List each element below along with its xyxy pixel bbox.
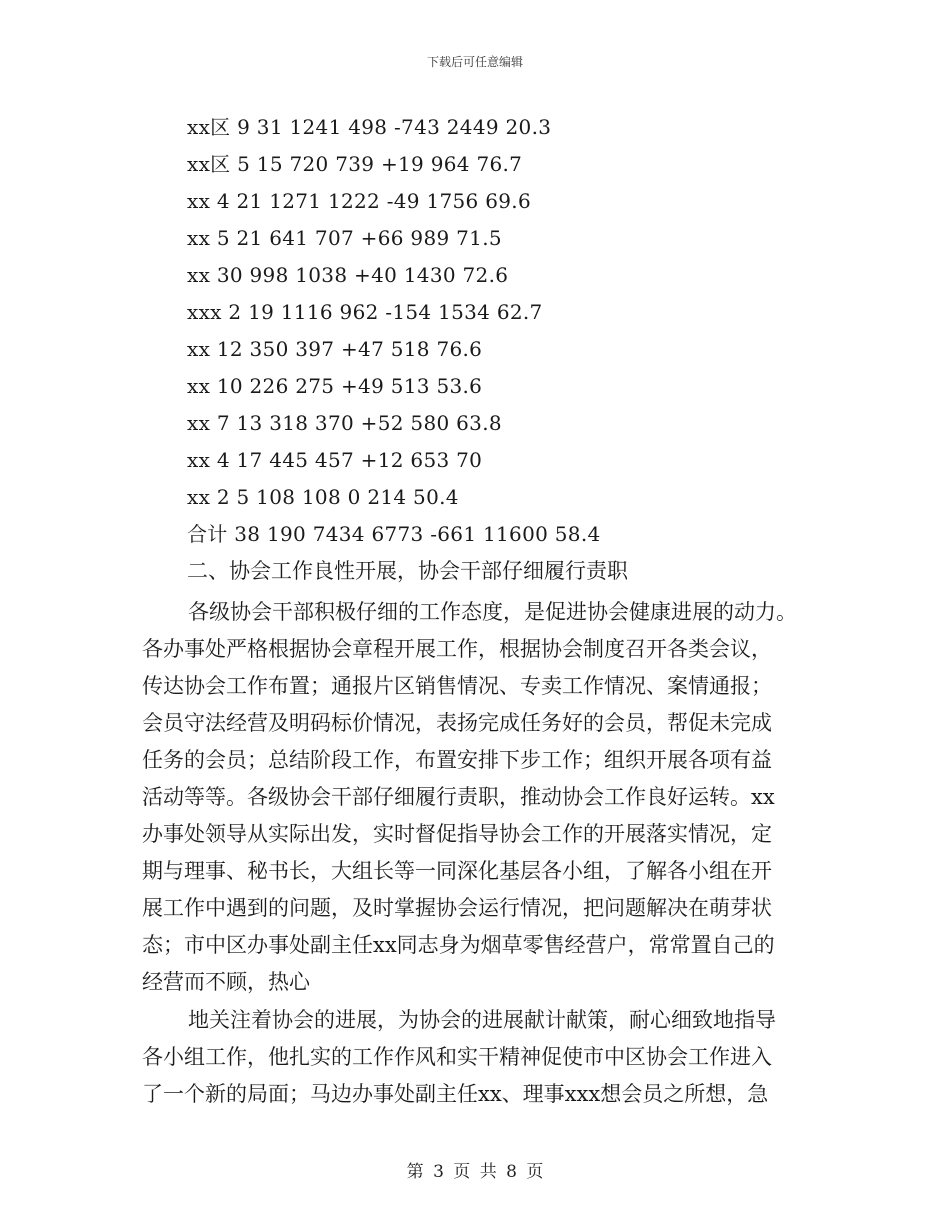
table-row: xx 4 21 1271 1222 -49 1756 69.6 [187, 189, 531, 213]
table-row: xx 12 350 397 +47 518 76.6 [187, 337, 483, 361]
table-row: xx 10 226 275 +49 513 53.6 [187, 374, 483, 398]
statistics-rows [187, 113, 887, 594]
table-row: xx 5 21 641 707 +66 989 71.5 [187, 226, 502, 250]
paragraph-line: 经营而不顾，热心 [142, 970, 310, 994]
paragraph-line: 各级协会干部积极仔细的工作态度，是促进协会健康进展的动力。 [188, 600, 797, 624]
table-row: xx区 9 31 1241 498 -743 2449 20.3 [187, 115, 552, 139]
table-row: xx 4 17 445 457 +12 653 70 [187, 448, 483, 472]
table-total-row: 合计 38 190 7434 6773 -661 11600 58.4 [187, 522, 601, 546]
section-heading: 二、协会工作良性开展，协会干部仔细履行责职 [187, 559, 628, 583]
paragraph-line: 任务的会员；总结阶段工作，布置安排下步工作；组织开展各项有益 [142, 748, 772, 772]
paragraph-line: 各小组工作，他扎实的工作作风和实干精神促使市中区协会工作进入 [142, 1045, 772, 1069]
table-row: xx区 5 15 720 739 +19 964 76.7 [187, 152, 523, 176]
paragraph-line: 传达协会工作布置；通报片区销售情况、专卖工作情况、案情通报； [142, 674, 772, 698]
paragraph-line: 地关注着协会的进展，为协会的进展献计献策，耐心细致地指导 [188, 1008, 776, 1032]
paragraph-line: 展工作中遇到的问题，及时掌握协会运行情况，把问题解决在萌芽状 [142, 896, 772, 920]
table-row: xx 2 5 108 108 0 214 50.4 [187, 485, 459, 509]
table-row: xx 30 998 1038 +40 1430 72.6 [187, 263, 509, 287]
body-paragraph-2 [142, 1002, 808, 1113]
paragraph-line: 活动等等。各级协会干部仔细履行责职，推动协会工作良好运转。xx [142, 785, 775, 809]
paragraph-line: 态；市中区办事处副主任xx同志身为烟草零售经营户，常常置自己的 [142, 933, 775, 957]
table-row: xx 7 13 318 370 +52 580 63.8 [187, 411, 502, 435]
paragraph-line: 会员守法经营及明码标价情况，表扬完成任务好的会员，帮促未完成 [142, 711, 772, 735]
paragraph-line: 各办事处严格根据协会章程开展工作，根据协会制度召开各类会议， [142, 637, 772, 661]
page-header-note: 下载后可任意编辑 [426, 55, 523, 69]
page-number-footer: 第 3 页 共 8 页 [406, 1162, 544, 1182]
paragraph-line: 了一个新的局面；马边办事处副主任xx、理事xxx想会员之所想，急 [142, 1082, 769, 1106]
table-row: xxx 2 19 1116 962 -154 1534 62.7 [187, 300, 543, 324]
body-paragraph-1 [142, 594, 808, 1001]
paragraph-line: 期与理事、秘书长，大组长等一同深化基层各小组，了解各小组在开 [142, 859, 772, 883]
paragraph-line: 办事处领导从实际出发，实时督促指导协会工作的开展落实情况，定 [142, 822, 772, 846]
